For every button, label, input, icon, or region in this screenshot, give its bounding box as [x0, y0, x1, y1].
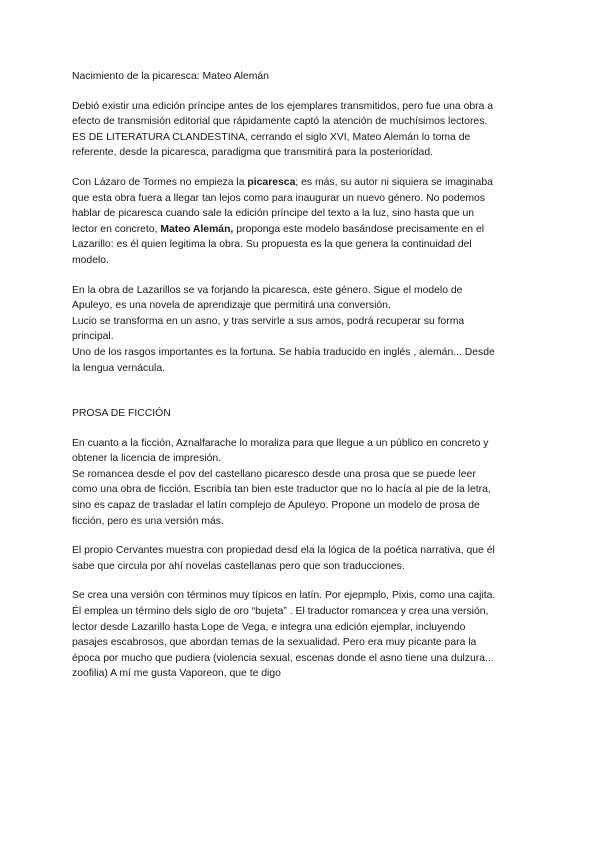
paragraph-6 [72, 588, 528, 682]
text-line: pasajes escabrosos, que abordan temas de la sexualidad. Pero era muy picante para la [72, 637, 477, 649]
bold-term: picaresca [247, 176, 296, 188]
paragraph-3 [72, 283, 528, 377]
text-line: ES DE LITERATURA CLANDESTINA, cerrando el siglo XVI, Mateo Alemán lo toma de [72, 131, 471, 143]
text-line: En la obra de Lazarillos se va forjando la picaresca, este género. Sigue el modelo de [72, 284, 463, 296]
paragraph-5 [72, 543, 528, 574]
text-line: como una obra de ficción. Escribía tan bien este traductor que no lo hacía al pie de la letra, [72, 484, 491, 496]
text-line: lector en concreto, Mateo Alemán, proponga este modelo basándose precisamente en el [72, 223, 485, 235]
text-line: hablar de picaresca cuando sale la edición príncipe del texto a la luz, sino hasta que un [72, 208, 475, 220]
document-title: Nacimiento de la picaresca: Mateo Alemán [72, 71, 269, 82]
text-line: que esta obra fuera a llegar tan lejos como para inaugurar un nuevo género. No podemos [72, 192, 486, 204]
text-line: Él emplea un término dels siglo de oro “bujeta” . El traductor romancea y crea una versión, [72, 606, 489, 618]
text-line: modelo. [72, 254, 109, 266]
text-line: obtener la licencia de impresión. [72, 453, 222, 465]
text-line: ficción, pero es una versión más. [72, 515, 224, 527]
text-line: la lengua vernácula. [72, 362, 166, 374]
text-line: principal. [72, 331, 114, 343]
text-line: sino es capaz de trasladar el latín complejo de Apuleyo. Propone un modelo de prosa de [72, 500, 480, 512]
text-line: Debió existir una edición príncipe antes de los ejemplares transmitidos, pero fue una obra a [72, 100, 494, 112]
text-line: Lucio se transforma en un asno, y tras servirle a sus amos, podrá recuperar su forma [72, 315, 465, 327]
text-line: En cuanto a la ficción, Aznalfarache lo moraliza para que llegue a un público en concreto y [72, 437, 489, 449]
text-line: Apuleyo, es una novela de aprendizaje que permitirá una conversión. [72, 300, 391, 312]
text-line: época por mucho que pudiera (violencia sexual, escenas donde el asno tiene una dulzura... [72, 652, 494, 664]
text-line: Con Lázaro de Tormes no empieza la picaresca; es más, su autor ni siquiera se imaginaba [72, 176, 493, 188]
text-line: zoofilia) A mí me gusta Vaporeon, que te digo [72, 668, 281, 680]
text-line: El propio Cervantes muestra con propiedad desd ela la lógica de la poética narrativa, que él [72, 545, 495, 557]
text-line: lector desde Lazarillo hasta Lope de Vega, e integra una edición ejemplar, incluyendo [72, 621, 466, 633]
paragraph-1 [72, 99, 528, 161]
paragraph-4 [72, 436, 528, 530]
text-line: Lazarillo: es él quien legitima la obra. Su propuesta es la que genera la continuidad del [72, 239, 472, 251]
bold-author: Mateo Alemán, [160, 223, 234, 235]
paragraph-2 [72, 175, 528, 269]
text-line: efecto de transmisión editorial que rápidamente captó la atención de muchísimos lectores. [72, 116, 488, 128]
text-line: referente, desde la picaresca, paradigma que transmitirá para la posterioridad. [72, 147, 433, 159]
section-heading: PROSA DE FICCIÓN [72, 408, 171, 420]
text-line: Se crea una versión con términos muy típicos en latín. Por ejepmplo, Pixis, como una cajita. [72, 590, 496, 602]
text-line: Uno de los rasgos importantes es la fortuna. Se había traducido en inglés , alemán... Desde [72, 346, 495, 358]
text-line: Se romancea desde el pov del castellano picaresco desde una prosa que se puede leer [72, 468, 476, 480]
text-line: sabe que circula por ahí novelas castellanas pero que son traducciones. [72, 560, 405, 572]
